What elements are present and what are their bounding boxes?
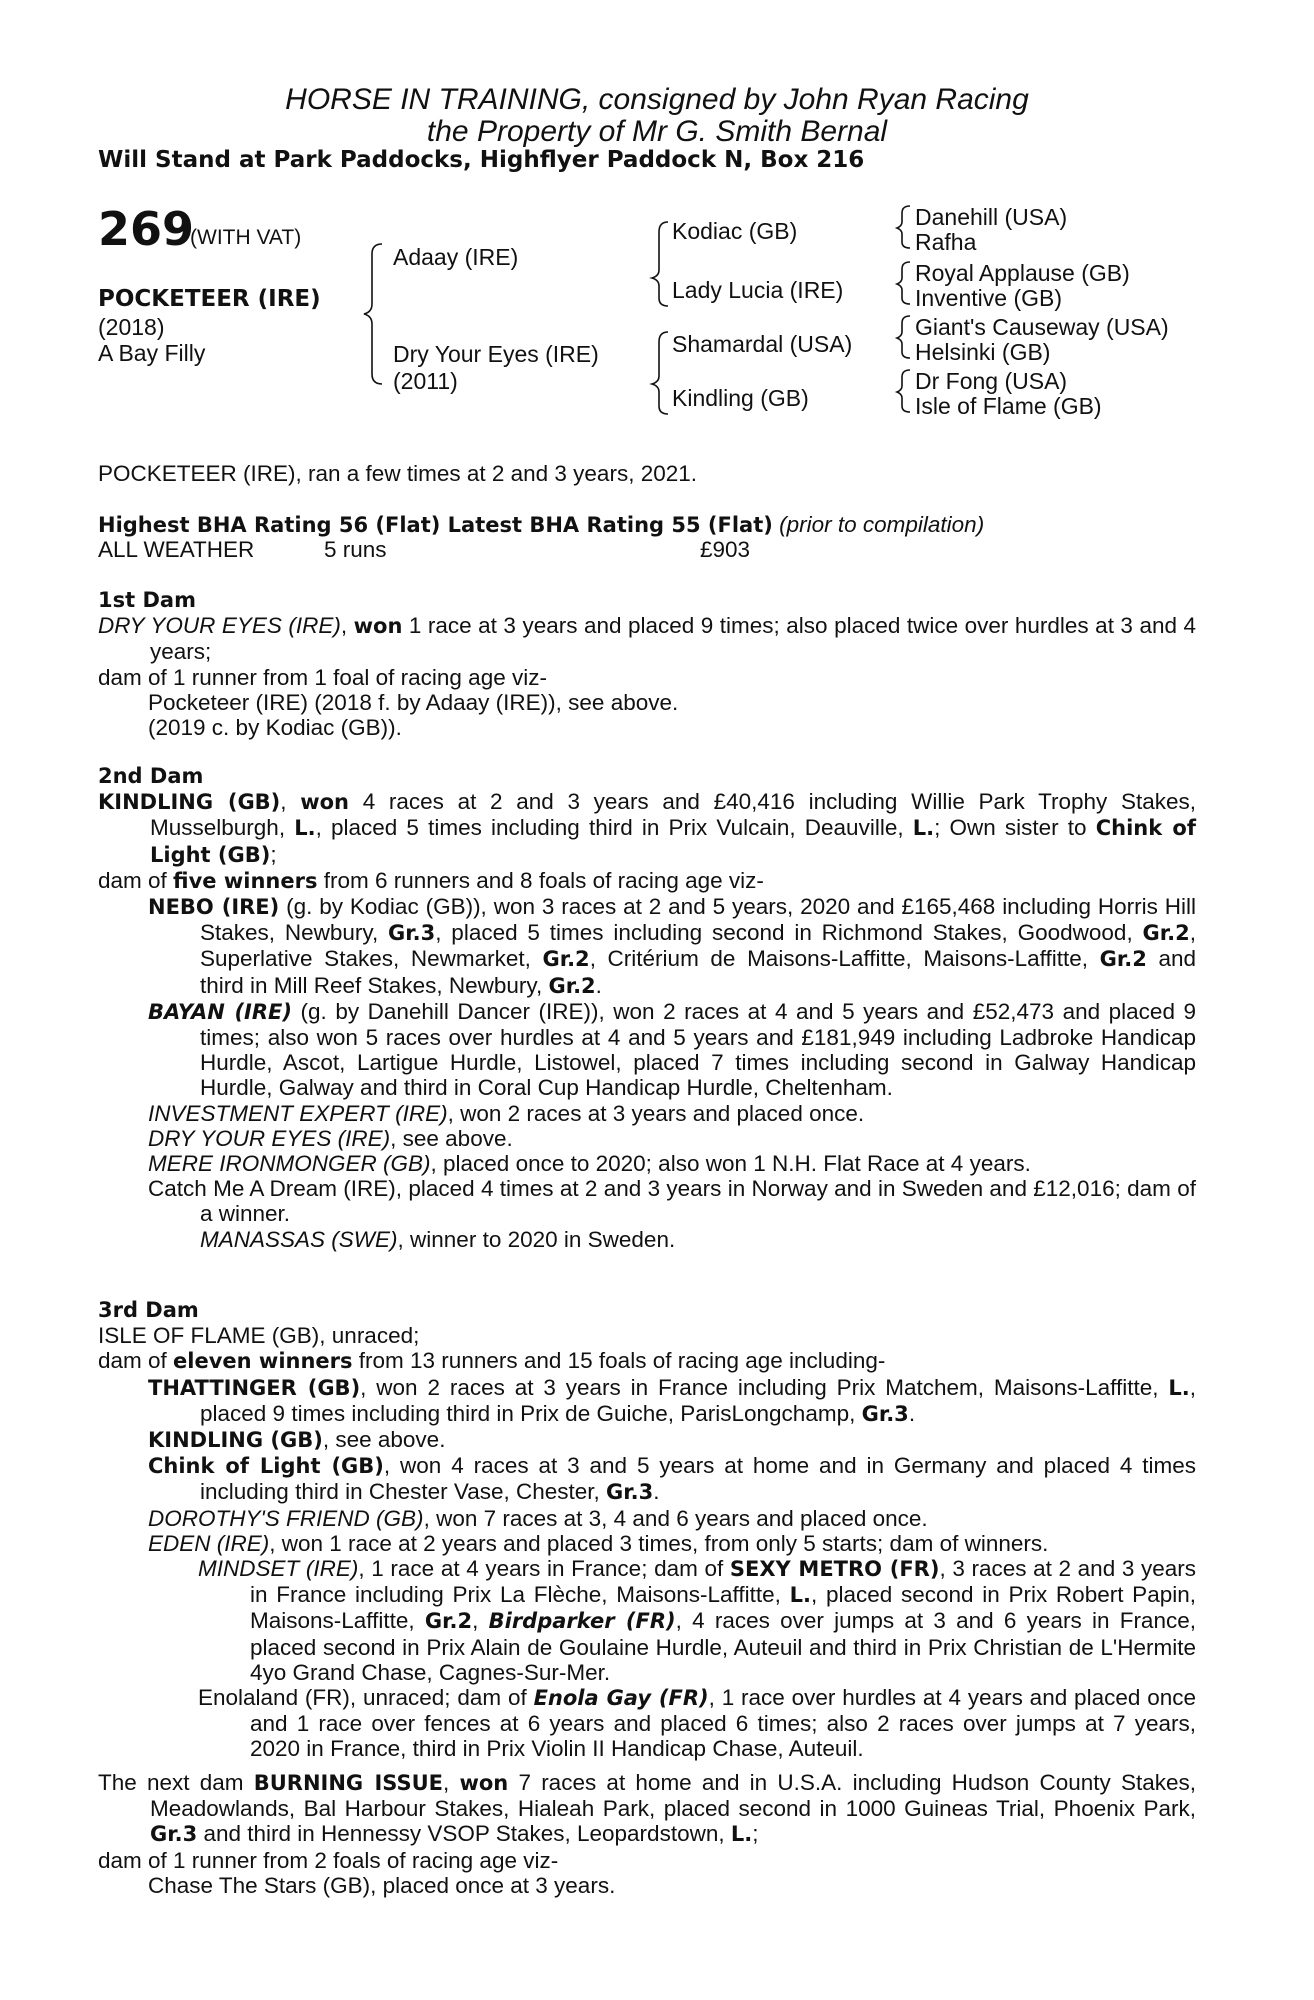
surface: ALL WEATHER	[98, 537, 255, 562]
grand-produce-item	[98, 1227, 1196, 1252]
dam-dam: Kindling (GB)	[672, 385, 809, 411]
group-tag: Gr.2	[1099, 947, 1147, 972]
produce-item	[98, 999, 1196, 1101]
record-text: (g. by Danehill Dancer (IRE)), won 2 races at 4 and 5 years and £52,473 and placed 9 times; also won 5 races over hurdles at 4 and 5 years and £181,949 including Ladbroke Handicap Hurdle, Ascot, Lartigue Hurdle, Listowel, placed 7 times including second in Galway Handicap Hurdle, Galway and third in Coral Cup Handicap Hurdle, Cheltenham.	[200, 998, 1197, 1101]
vat-label: (WITH VAT)	[190, 226, 302, 249]
intro-text: dam of	[98, 1348, 174, 1374]
grand-produce-item	[98, 1556, 1196, 1685]
record-text: , placed 5 times including third in Prix Vulcain, Deauville,	[315, 815, 913, 841]
group-tag: Gr.3	[861, 1401, 909, 1426]
pedigree-brackets	[0, 0, 1314, 440]
consignor-line: HORSE IN TRAINING, consigned by John Ryan Racing	[285, 83, 1029, 116]
record-text: , 1 race over hurdles at 4 years and placed once and 1 race over fences at 6 years and placed 6 times; also 2 races over jumps at 7 years, 2020 in France, third in Prix Violin II Handicap Chase, Auteuil.	[250, 1685, 1196, 1762]
winners-count: five winners	[173, 868, 318, 893]
record-text: .	[595, 972, 602, 998]
intro-text: from 6 runners and 8 foals of racing age viz-	[317, 867, 764, 893]
record-text: and third in Mill Reef Stakes, Newbury,	[200, 946, 1196, 998]
record-text: , winner to 2020 in Sweden.	[397, 1226, 676, 1252]
runs: 5 runs	[324, 537, 387, 562]
produce-item	[98, 1453, 1196, 1505]
earnings: £903	[700, 537, 751, 562]
produce-item	[98, 1506, 1196, 1531]
group-tag: Gr.2	[542, 947, 590, 972]
group-tag: Gr.2	[424, 1609, 473, 1634]
produce-item	[98, 1151, 1196, 1176]
sds: Royal Applause (GB)	[915, 260, 1130, 286]
record-text: (g. by Kodiac (GB)), won 3 races at 2 and 5 years, 2020 and £165,468 including Horris Hill Stakes, Newbury,	[200, 894, 1196, 946]
dam-sire: Shamardal (USA)	[672, 331, 853, 357]
produce-name: EDEN (IRE)	[148, 1530, 270, 1556]
record-text: , won 1 race at 2 years and placed 3 times, from only 5 starts; dam of winners.	[269, 1530, 1049, 1556]
second-dam-section	[98, 764, 1196, 1252]
record-text: , see above.	[322, 1427, 446, 1453]
listed-tag: L.	[1168, 1375, 1190, 1400]
third-dam-section	[98, 1298, 1196, 1762]
produce-name: SEXY METRO (FR)	[729, 1557, 940, 1582]
dam-year: (2011)	[393, 368, 458, 394]
record-text: , won 2 races at 3 years in France including Prix Matchem, Maisons-Laffitte,	[360, 1374, 1169, 1400]
produce-name: Birdparker (FR)	[488, 1609, 676, 1634]
produce-name: INVESTMENT EXPERT (IRE)	[148, 1100, 448, 1126]
won-label: won	[353, 614, 403, 639]
produce-item	[98, 894, 1196, 999]
second-dam-heading: 2nd Dam	[98, 764, 204, 788]
record-text: , 3 races at 2 and 3 years in France including Prix La Flèche, Maisons-Laffitte,	[250, 1556, 1197, 1608]
sdd: Inventive (GB)	[915, 285, 1062, 311]
produce-name: MINDSET (IRE)	[198, 1556, 359, 1582]
produce-item	[98, 1375, 1196, 1427]
dam-name: BURNING ISSUE	[253, 1771, 443, 1795]
produce-item: Pocketeer (IRE) (2018 f. by Adaay (IRE)), see above.	[148, 689, 679, 715]
dam-name: KINDLING (GB)	[98, 790, 281, 815]
produce-name: BAYAN (IRE)	[148, 999, 292, 1024]
intro-text: from 13 runners and 15 foals of racing age including-	[352, 1348, 886, 1374]
produce-name: DRY YOUR EYES (IRE)	[148, 1125, 391, 1151]
produce-name: KINDLING (GB)	[148, 1428, 323, 1453]
first-dam-produce-intro: dam of 1 runner from 1 foal of racing age viz-	[98, 664, 547, 690]
winners-count: eleven winners	[173, 1349, 353, 1374]
produce-name: THATTINGER (GB)	[148, 1375, 361, 1400]
record-text: , placed once to 2020; also won 1 N.H. Flat Race at 4 years.	[430, 1151, 1031, 1177]
listed-tag: L.	[912, 816, 935, 841]
ssd: Rafha	[915, 229, 977, 255]
lot-number: 269	[98, 202, 195, 256]
produce-name: Chink of Light (GB)	[148, 1454, 384, 1479]
rating-line	[98, 512, 1196, 538]
produce-item	[98, 1427, 1196, 1453]
dam-name: DRY YOUR EYES (IRE)	[98, 613, 341, 639]
rating-note: (prior to compilation)	[779, 512, 985, 537]
record-text: 4 races at 2 and 3 years and £40,416 including Willie Park Trophy Stakes, Musselburgh,	[150, 789, 1196, 841]
record-text: , see above.	[390, 1125, 513, 1151]
record-text: The next dam	[98, 1770, 254, 1795]
listed-tag: L.	[294, 816, 316, 841]
group-tag: Gr.3	[606, 1480, 654, 1505]
dam: Dry Your Eyes (IRE)	[393, 341, 599, 367]
sister-name: Chink of Light (GB)	[150, 816, 1196, 867]
record-text: , Superlative Stakes, Newmarket,	[200, 920, 1196, 972]
record-text: ,	[472, 1608, 489, 1634]
next-dam-record: The next dam BURNING ISSUE, won 7 races at home and in U.S.A. including Hudson County Stakes, Meadowlands, Bal Harbour Stakes, Hialeah Park, placed second in 1000 Guineas Trial, Phoenix Park, Gr.3 and third in Hennessy VSOP Stakes, Leopardstown, L.;	[98, 1770, 1196, 1847]
first-dam-heading: 1st Dam	[98, 588, 196, 612]
dss: Giant's Causeway (USA)	[915, 314, 1169, 340]
racing-record	[98, 537, 1196, 562]
dam-record-text: 1 race at 3 years and placed 9 times; also placed twice over hurdles at 3 and 4 years;	[150, 613, 1196, 665]
dsd: Helsinki (GB)	[915, 339, 1051, 365]
produce-item: Catch Me A Dream (IRE), placed 4 times at 2 and 3 years in Norway and in Sweden and £12,016; dam of a winner.	[148, 1176, 1196, 1227]
record-text: .	[653, 1479, 660, 1505]
sire-sire: Kodiac (GB)	[672, 218, 798, 244]
rating-text: Highest BHA Rating 56 (Flat) Latest BHA Rating 55 (Flat)	[98, 513, 773, 537]
horse-name: POCKETEER (IRE)	[98, 286, 321, 312]
sire: Adaay (IRE)	[393, 244, 519, 270]
second-dam-produce-intro	[98, 868, 1196, 894]
group-tag: Gr.3	[388, 921, 436, 946]
third-dam-heading: 3rd Dam	[98, 1298, 199, 1322]
produce-name: Enola Gay (FR)	[533, 1686, 709, 1711]
record-text: , placed 5 times including second in Richmond Stakes, Goodwood,	[435, 920, 1143, 946]
produce-name: NEBO (IRE)	[148, 895, 280, 920]
record-text: , 1 race at 4 years in France; dam of	[358, 1556, 730, 1582]
third-dam-record: ISLE OF FLAME (GB), unraced;	[98, 1323, 420, 1349]
record-text: and third in Hennessy VSOP Stakes, Leopardstown,	[197, 1821, 731, 1847]
record-text: ;	[752, 1821, 759, 1847]
group-tag: Gr.2	[1142, 921, 1190, 946]
sss: Danehill (USA)	[915, 204, 1068, 230]
won-label: won	[459, 1771, 509, 1795]
horse-description: A Bay Filly	[98, 340, 206, 366]
listed-tag: L.	[789, 1583, 811, 1608]
group-tag: Gr.2	[548, 973, 596, 998]
produce-name: DOROTHY'S FRIEND (GB)	[148, 1505, 424, 1531]
produce-item: Chase The Stars (GB), placed once at 3 years.	[148, 1872, 616, 1898]
record-text: , won 2 races at 3 years and placed once.	[447, 1100, 865, 1126]
first-dam-record: DRY YOUR EYES (IRE), won 1 race at 3 years and placed 9 times; also placed twice over hurdles at 3 and 4 years;	[98, 613, 1196, 665]
intro-text: dam of	[98, 867, 174, 893]
record-text: , placed 9 times including third in Prix de Guiche, ParisLongchamp,	[200, 1374, 1197, 1426]
record-text: Enolaland (FR), unraced; dam of	[198, 1685, 534, 1711]
produce-item: (2019 c. by Kodiac (GB)).	[148, 715, 402, 741]
produce-item	[98, 1531, 1196, 1556]
ddd: Isle of Flame (GB)	[915, 393, 1102, 419]
second-dam-record: KINDLING (GB), won 4 races at 2 and 3 years and £40,416 including Willie Park Trophy Stakes, Musselburgh, L., placed 5 times including third in Prix Vulcain, Deauville, L.; Own sister to Chink of Light (GB);	[98, 789, 1196, 867]
next-dam-produce-intro: dam of 1 runner from 2 foals of racing age viz-	[98, 1847, 559, 1873]
group-tag: Gr.3	[150, 1822, 198, 1847]
first-dam-section	[98, 588, 1196, 740]
third-dam-produce-intro	[98, 1348, 1196, 1374]
produce-item	[98, 1101, 1196, 1126]
record-text: , Critérium de Maisons-Laffitte, Maisons-Laffitte,	[589, 946, 1100, 972]
foaling-year: (2018)	[98, 314, 165, 340]
record-text: , 4 races over jumps at 3 and 6 years in France, placed second in Prix Alain de Goulaine Hurdle, Auteuil and third in Prix Christian de L'Hermite 4yo Grand Chase, Cagnes-Sur-Mer.	[250, 1608, 1196, 1685]
record-text: 7 races at home and in U.S.A. including Hudson County Stakes, Meadowlands, Bal Harbour Stakes, Hialeah Park, placed second in 1000 Guineas Trial, Phoenix Park,	[150, 1770, 1196, 1822]
stand-location: Will Stand at Park Paddocks, Highflyer Paddock N, Box 216	[98, 147, 865, 173]
won-label: won	[300, 790, 350, 815]
produce-name: MANASSAS (SWE)	[200, 1226, 398, 1252]
record-text: , won 7 races at 3, 4 and 6 years and placed once.	[423, 1505, 928, 1531]
record-text: , won 4 races at 3 and 5 years at home and in Germany and placed 4 times including third in Chester Vase, Chester,	[200, 1453, 1197, 1505]
produce-item	[98, 1126, 1196, 1151]
sire-dam: Lady Lucia (IRE)	[672, 277, 844, 303]
grand-produce-item	[98, 1685, 1196, 1762]
listed-tag: L.	[730, 1822, 753, 1847]
record-text: .	[908, 1400, 916, 1426]
dds: Dr Fong (USA)	[915, 368, 1068, 394]
property-line: the Property of Mr G. Smith Bernal	[426, 115, 888, 148]
record-text: ; Own sister to	[934, 815, 1096, 841]
produce-name: MERE IRONMONGER (GB)	[148, 1151, 431, 1177]
record-text: , placed second in Prix Robert Papin, Maisons-Laffitte,	[250, 1582, 1196, 1634]
summary: POCKETEER (IRE), ran a few times at 2 and 3 years, 2021.	[98, 461, 697, 486]
record-text: ;	[270, 841, 277, 867]
next-dam-section	[98, 1770, 1196, 1898]
